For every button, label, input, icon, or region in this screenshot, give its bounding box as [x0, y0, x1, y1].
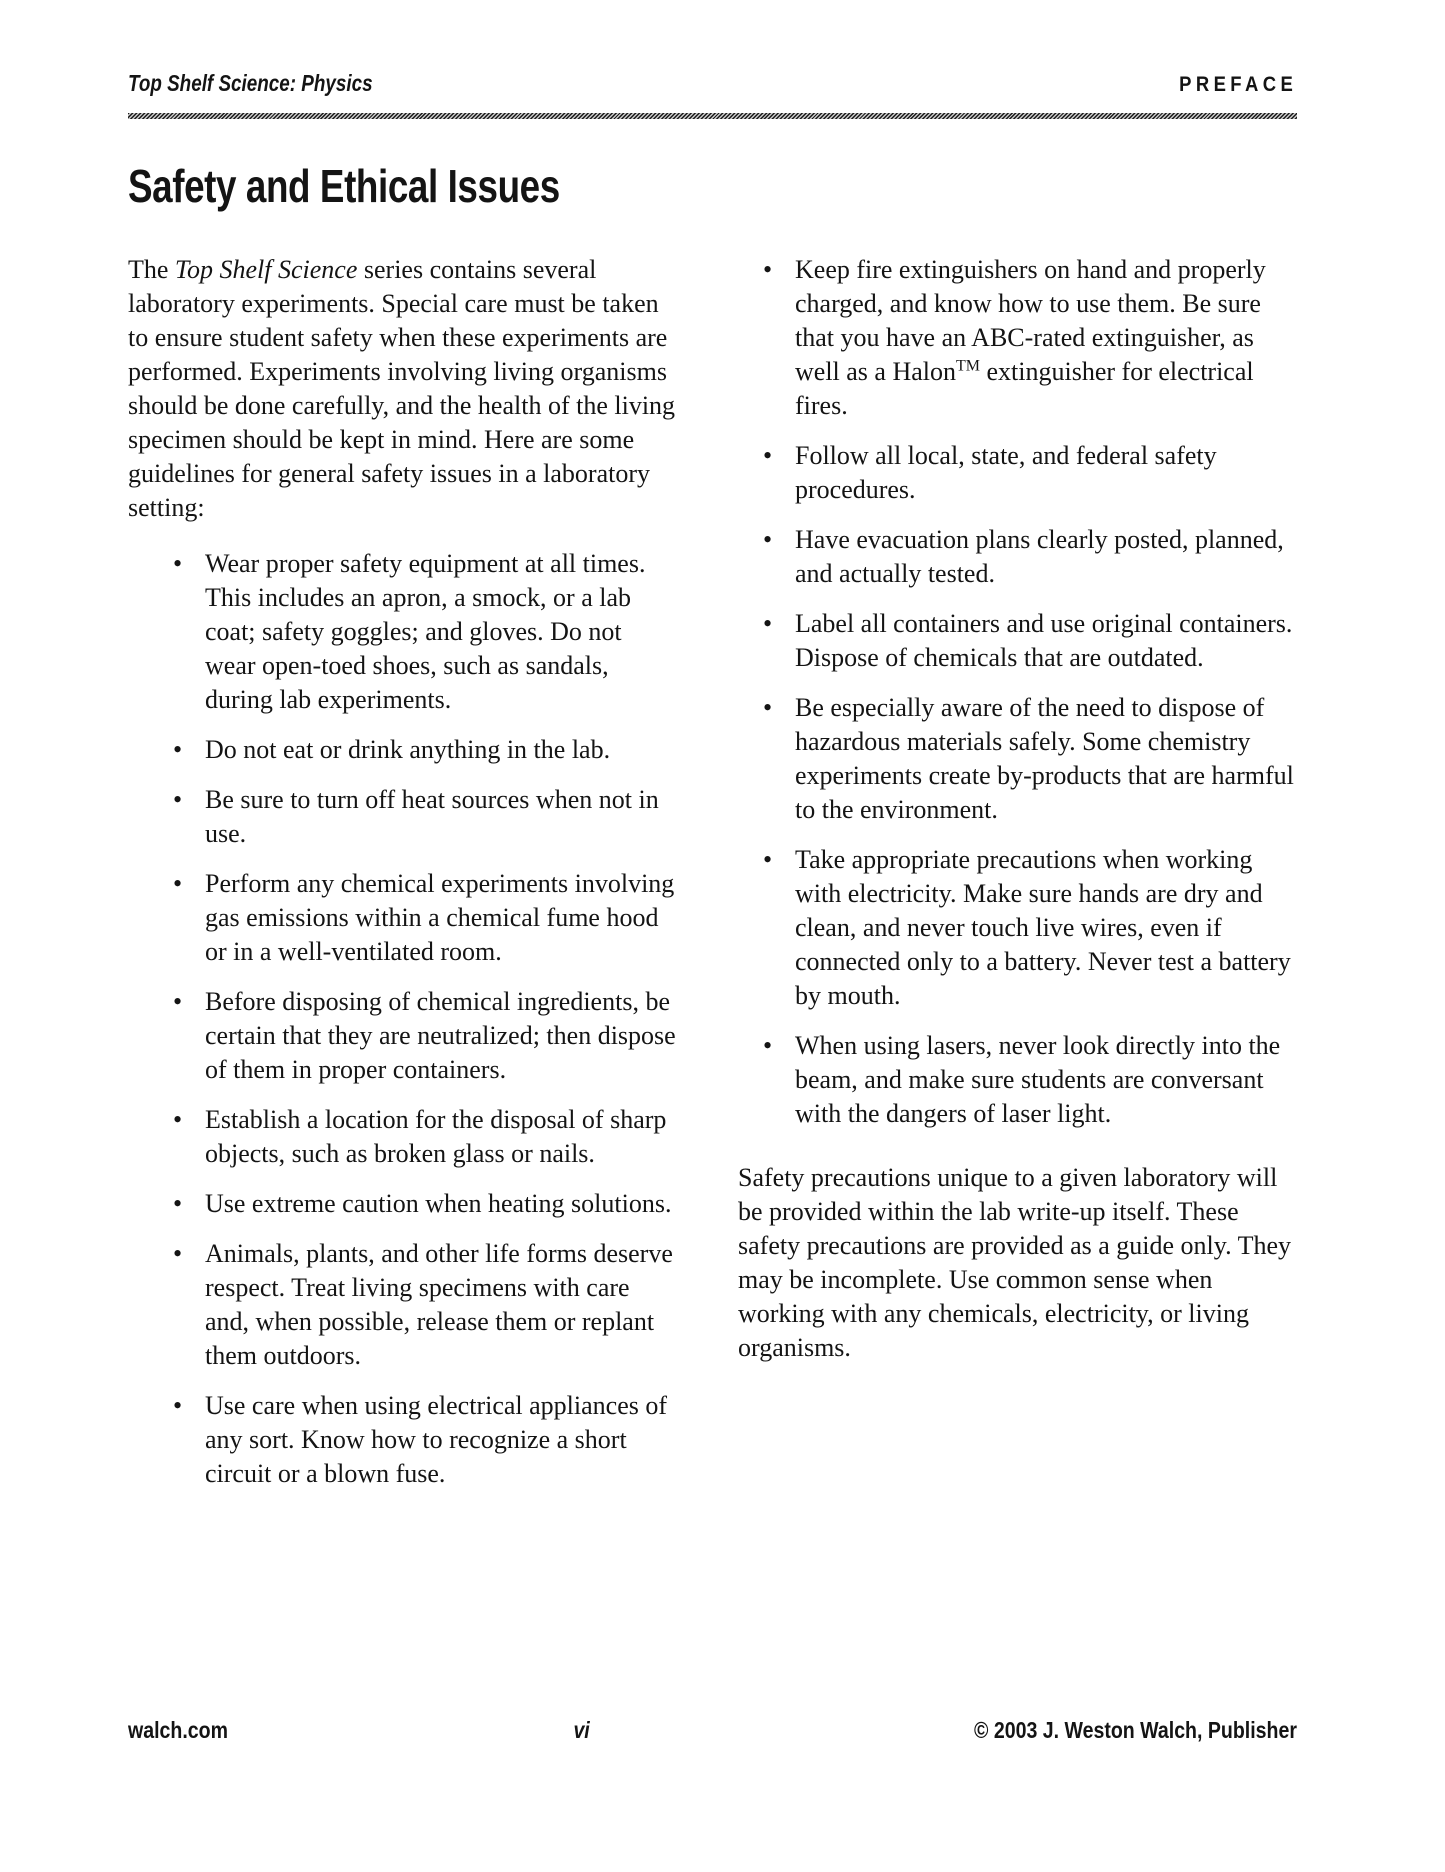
bullet-item: • When using lasers, never look directly into the beam, and make sure students are conversant with the dangers of laser light. [763, 1029, 1297, 1131]
footer-page-number: vi [573, 1717, 590, 1743]
bullet-text-after-tm: extinguisher for electrical fires. [795, 357, 1254, 420]
header-divider-rule [128, 113, 1297, 119]
bullet-item: • Use care when using electrical appliances of any sort. Know how to recognize a short circuit or a blown fuse. [173, 1389, 676, 1491]
bullet-item: • Have evacuation plans clearly posted, planned, and actually tested. [763, 523, 1297, 591]
left-column [128, 253, 676, 1507]
section-label: PREFACE [1178, 73, 1297, 96]
trademark-superscript: TM [956, 357, 981, 375]
intro-rest: series contains several laboratory experiments. Special care must be taken to ensure student safety when these experiments are performed. Experiments involving living organisms should be done carefully, and the health of the living specimen should be kept in mind. Here are some guidelines for general safety issues in a laboratory setting: [128, 255, 676, 522]
bullet-item: • Be sure to turn off heat sources when not in use. [173, 783, 676, 851]
right-column [738, 253, 1297, 1507]
bullet-item: • Establish a location for the disposal of sharp objects, such as broken glass or nails. [173, 1103, 676, 1171]
footer-website: walch.com [128, 1717, 228, 1743]
footer-copyright: © 2003 J. Weston Walch, Publisher [974, 1717, 1297, 1743]
bullet-item: • Perform any chemical experiments involving gas emissions within a chemical fume hood or in a well-ventilated room. [173, 867, 676, 969]
bullet-item: • Label all containers and use original containers. Dispose of chemicals that are outdated. [763, 607, 1297, 675]
bullet-text-before-tm: Keep fire extinguishers on hand and properly charged, and know how to use them. Be sure that you have an ABC-rated extinguisher, as well as a Halon [795, 255, 1266, 386]
bullet-item [763, 253, 1297, 423]
bullet-item: • Follow all local, state, and federal safety procedures. [763, 439, 1297, 507]
book-title: Top Shelf Science: Physics [128, 70, 373, 96]
page-content [128, 70, 1297, 1507]
intro-paragraph [128, 253, 676, 525]
bullet-item: • Do not eat or drink anything in the lab. [173, 733, 676, 767]
series-title-italic: Top Shelf Science [174, 255, 358, 284]
intro-prefix: The [128, 255, 175, 284]
bullet-item: • Animals, plants, and other life forms deserve respect. Treat living specimens with care and, when possible, release them or replant them outdoors. [173, 1237, 676, 1373]
bullet-item: • Before disposing of chemical ingredients, be certain that they are neutralized; then dispose of them in proper containers. [173, 985, 676, 1087]
bullet-item: • Use extreme caution when heating solutions. [173, 1187, 676, 1221]
two-column-body [128, 253, 1297, 1507]
page-title: Safety and Ethical Issues [128, 160, 560, 212]
bullet-item: • Take appropriate precautions when working with electricity. Make sure hands are dry and clean, and never touch live wires, even if connected only to a battery. Never test a battery by mouth. [763, 843, 1297, 1013]
closing-paragraph: Safety precautions unique to a given laboratory will be provided within the lab write-up itself. These safety precautions are provided as a guide only. They may be incomplete. Use common sense when working with any chemicals, electricity, or living organisms. [738, 1163, 1292, 1362]
safety-bullet-list-left [173, 547, 676, 1491]
running-head [128, 70, 1297, 113]
page-footer [128, 1717, 1297, 1744]
safety-bullet-list-right [763, 253, 1297, 1131]
bullet-item: • Wear proper safety equipment at all times. This includes an apron, a smock, or a lab coat; safety goggles; and gloves. Do not wear open-toed shoes, such as sandals, during lab experiments. [173, 547, 676, 717]
bullet-item: • Be especially aware of the need to dispose of hazardous materials safely. Some chemistry experiments create by-products that are harmful to the environment. [763, 691, 1297, 827]
